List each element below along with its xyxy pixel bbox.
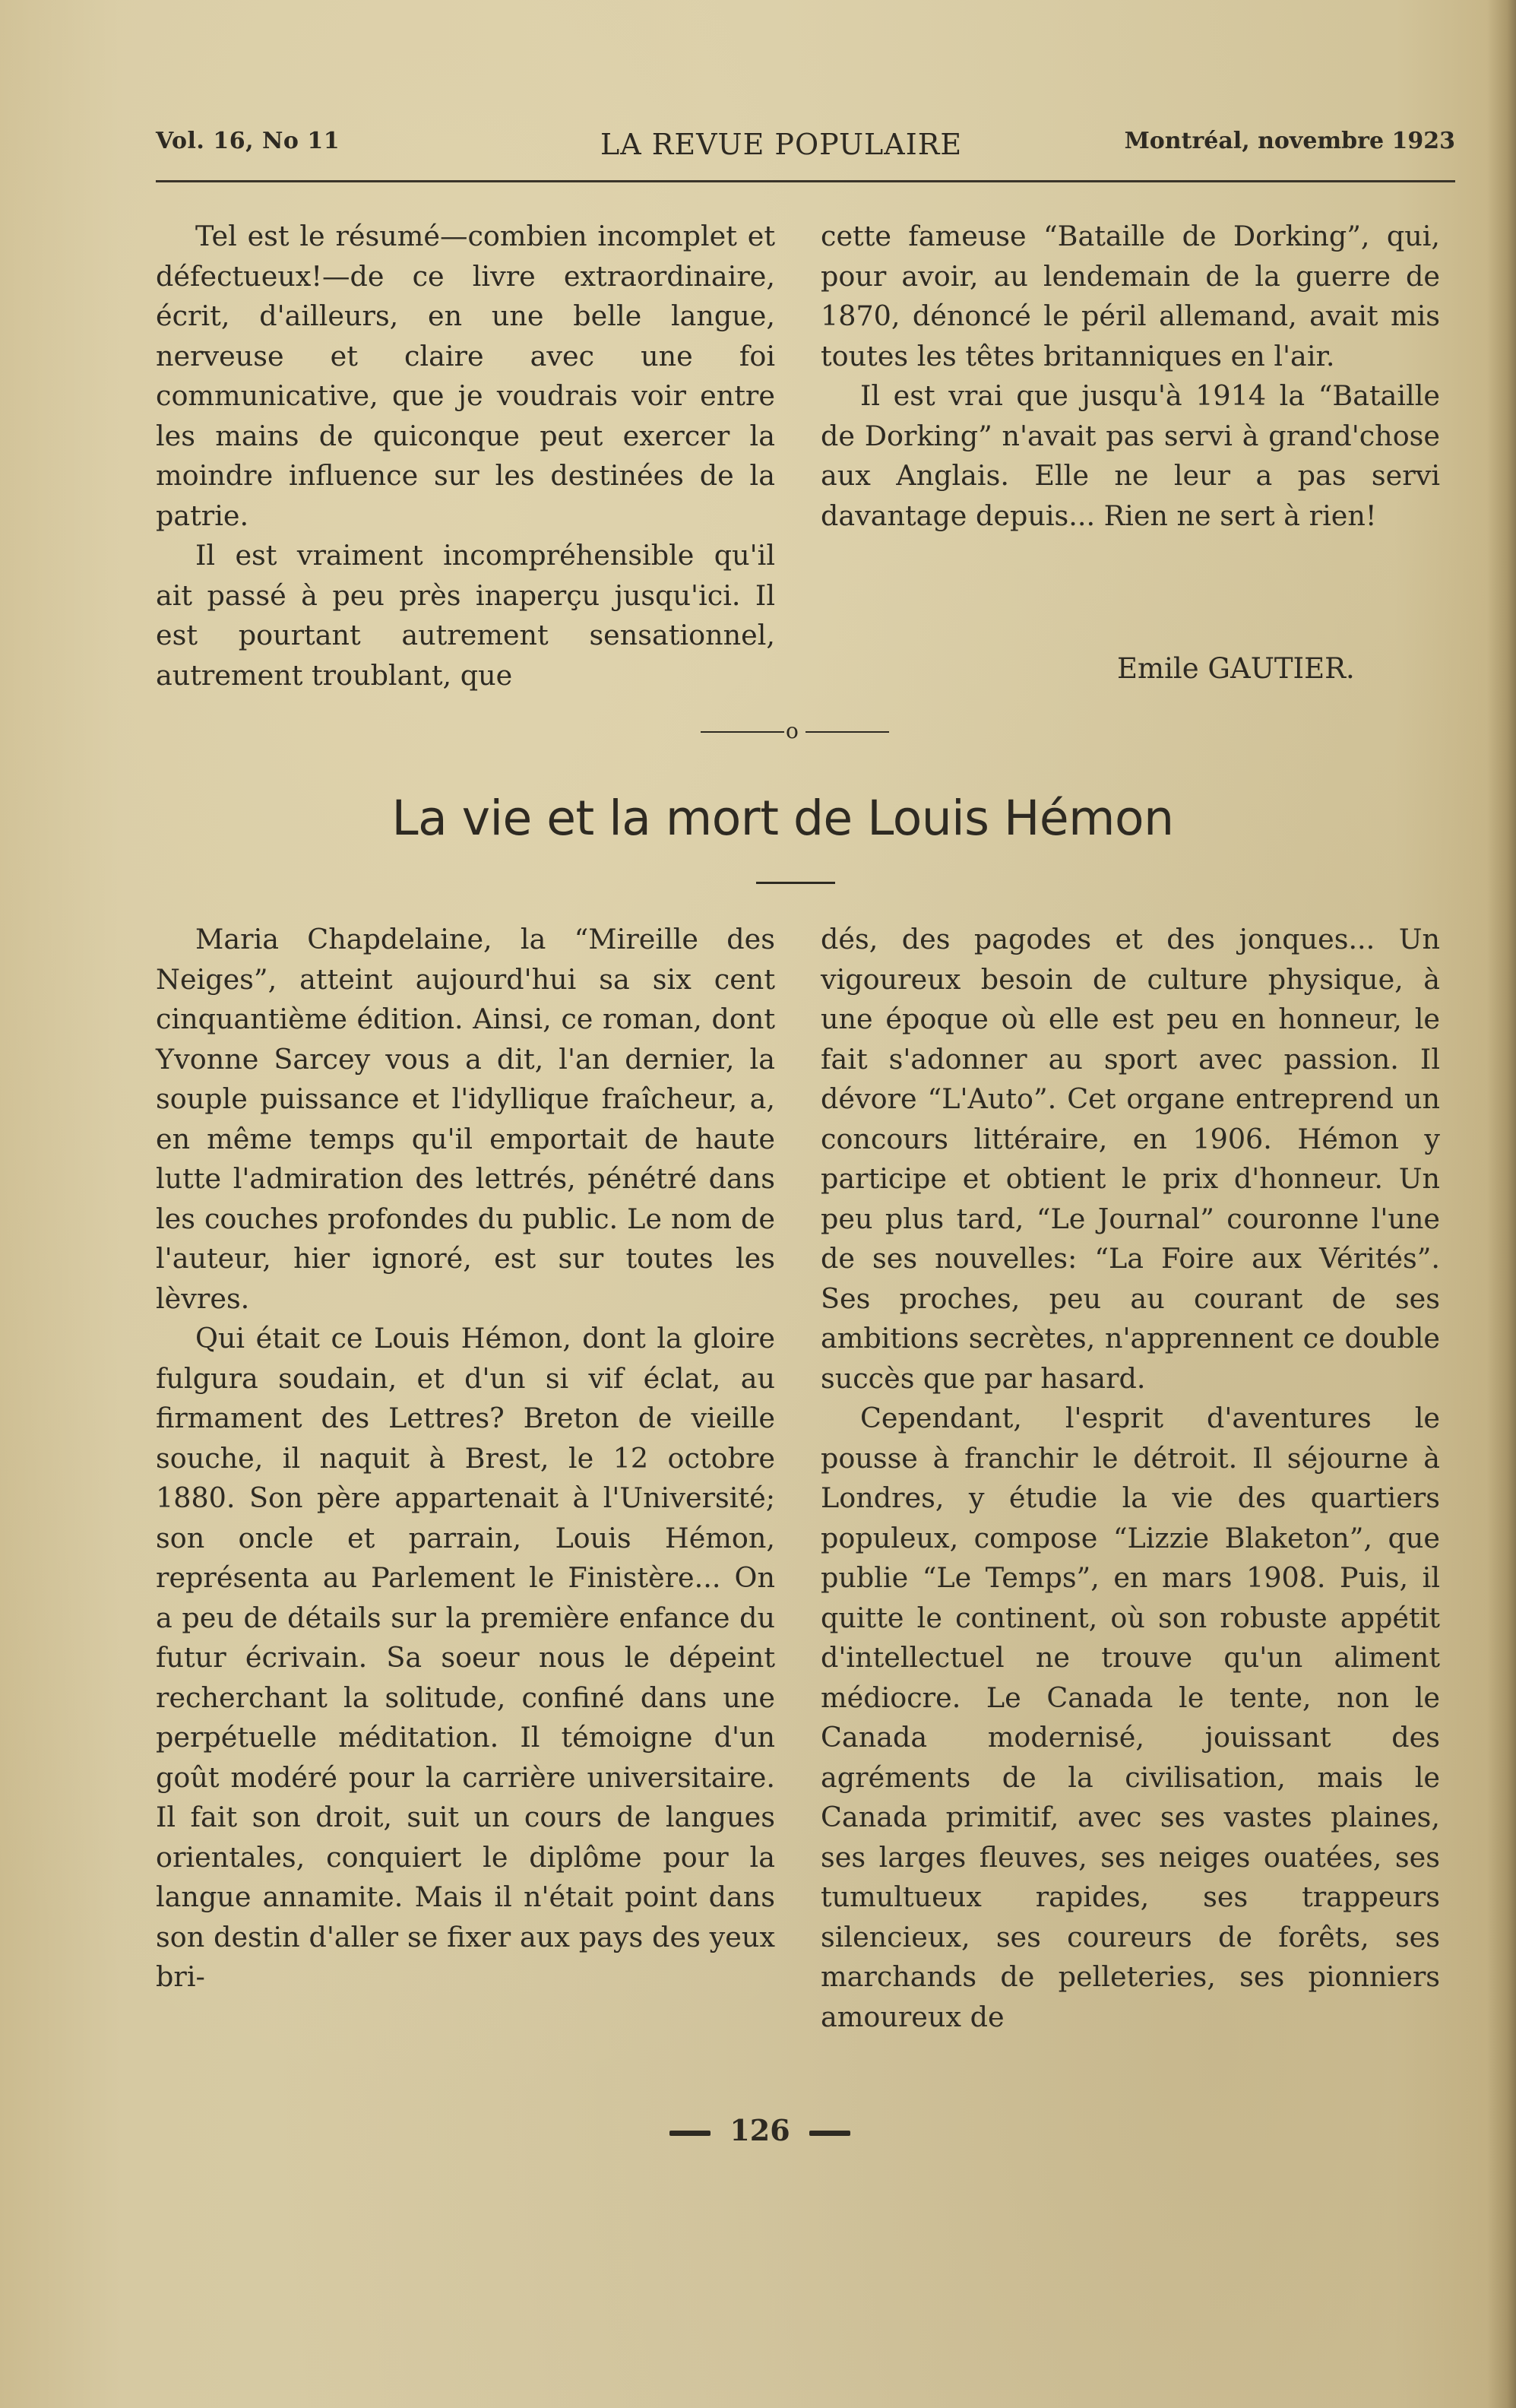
page-number-dash-right <box>809 2131 850 2136</box>
paragraph: cette fameuse “Bataille de Dorking”, qui, pour avoir, au lendemain de la guerre de 1870, dénoncé le péril allemand, avait mis toutes les têtes britanniques en l'air. <box>821 220 1440 372</box>
paragraph: Tel est le résumé—combien incomplet et défectueux!—de ce livre extraordinaire, écrit, d'ailleurs, en une belle langue, nerveuse et claire avec une foi communicative, que je voudrais voir entre les mains de quiconque peut exercer la moindre influence sur les destinées de la patrie. <box>156 220 775 532</box>
place-date: Montréal, novembre 1923 <box>1124 128 1455 154</box>
page-number-line <box>0 2113 1516 2147</box>
paragraph: Il est vraiment incompréhensible qu'il ait passé à peu près inaperçu jusqu'ici. Il est pourtant autrement sensationnel, autrement troublant, que <box>156 539 775 692</box>
page-number-dash-left <box>669 2131 711 2136</box>
header-rule <box>156 180 1455 182</box>
title-underline <box>756 882 835 884</box>
separator-mark: o <box>786 718 799 743</box>
article-title: La vie et la mort de Louis Hémon <box>391 791 1174 846</box>
article-left-column <box>156 920 775 1998</box>
paragraph: Qui était ce Louis Hémon, dont la gloire fulgura soudain, et d'un si vif éclat, au firmament des Lettres? Breton de vieille souche, il naquit à Brest, le 12 octobre 1880. Son père appartenait à l'Université; son oncle et parrain, Louis Hémon, représenta au Parlement le Finistère... On a peu de détails sur la première enfance du futur écrivain. Sa soeur nous le dépeint recherchant la solitude, confiné dans une perpétuelle méditation. Il témoigne d'un goût modéré pour la carrière universitaire. Il fait son droit, suit un cours de langues orientales, conquiert le diplôme pour la langue annamite. Mais il n'était point dans son destin d'aller se fixer aux pays des yeux bri- <box>156 1322 775 1993</box>
journal-title: LA REVUE POPULAIRE <box>600 128 963 161</box>
paragraph: Maria Chapdelaine, la “Mireille des Neiges”, atteint aujourd'hui sa six cent cinquantième édition. Ainsi, ce roman, dont Yvonne Sarcey vous a dit, l'an dernier, la souple puissance et l'idyllique fraîcheur, a, en même temps qu'il emportait de haute lutte l'admiration des lettrés, pénétré dans les couches profondes du public. Le nom de l'auteur, hier ignoré, est sur toutes les lèvres. <box>156 923 775 1315</box>
separator-line-left <box>701 731 784 733</box>
paragraph: Cependant, l'esprit d'aventures le pousse à franchir le détroit. Il séjourne à Londres, y étudie la vie des quartiers populeux, compose “Lizzie Blaketon”, que publie “Le Temps”, en mars 1908. Puis, il quitte le continent, où son robuste appétit d'intellectuel ne trouve qu'un aliment médiocre. Le Canada le tente, non le Canada modernisé, jouissant des agréments de la civilisation, mais le Canada primitif, avec ses vastes plaines, ses larges fleuves, ses neiges ouatées, ses tumultueux rapides, ses trappeurs silencieux, ses coureurs de forêts, ses marchands de pelleteries, ses pionniers amoureux de <box>821 1402 1440 2033</box>
article-right-column <box>821 920 1440 2037</box>
top-article-right-column <box>821 217 1440 536</box>
paragraph: Il est vrai que jusqu'à 1914 la “Bataille de Dorking” n'avait pas servi à grand'chose aux Anglais. Elle ne leur a pas servi davantage depuis... Rien ne sert à rien! <box>821 379 1440 532</box>
separator-line-right <box>805 731 889 733</box>
author-signature: Emile GAUTIER. <box>1117 652 1355 685</box>
top-article-left-column <box>156 217 775 695</box>
section-separator <box>701 716 892 746</box>
page-number: 126 <box>730 2113 790 2147</box>
volume-number: Vol. 16, No 11 <box>156 128 340 154</box>
paragraph: dés, des pagodes et des jonques... Un vigoureux besoin de culture physique, à une époque où elle est peu en honneur, le fait s'adonner au sport avec passion. Il dévore “L'Auto”. Cet organe entreprend un concours littéraire, en 1906. Hémon y participe et obtient le prix d'honneur. Un peu plus tard, “Le Journal” couronne l'une de ses nouvelles: “La Foire aux Vérités”. Ses proches, peu au courant de ses ambitions secrètes, n'apprennent ce double succès que par hasard. <box>821 923 1440 1395</box>
page-edge-shadow <box>1487 0 1516 2408</box>
running-header <box>156 128 1455 173</box>
